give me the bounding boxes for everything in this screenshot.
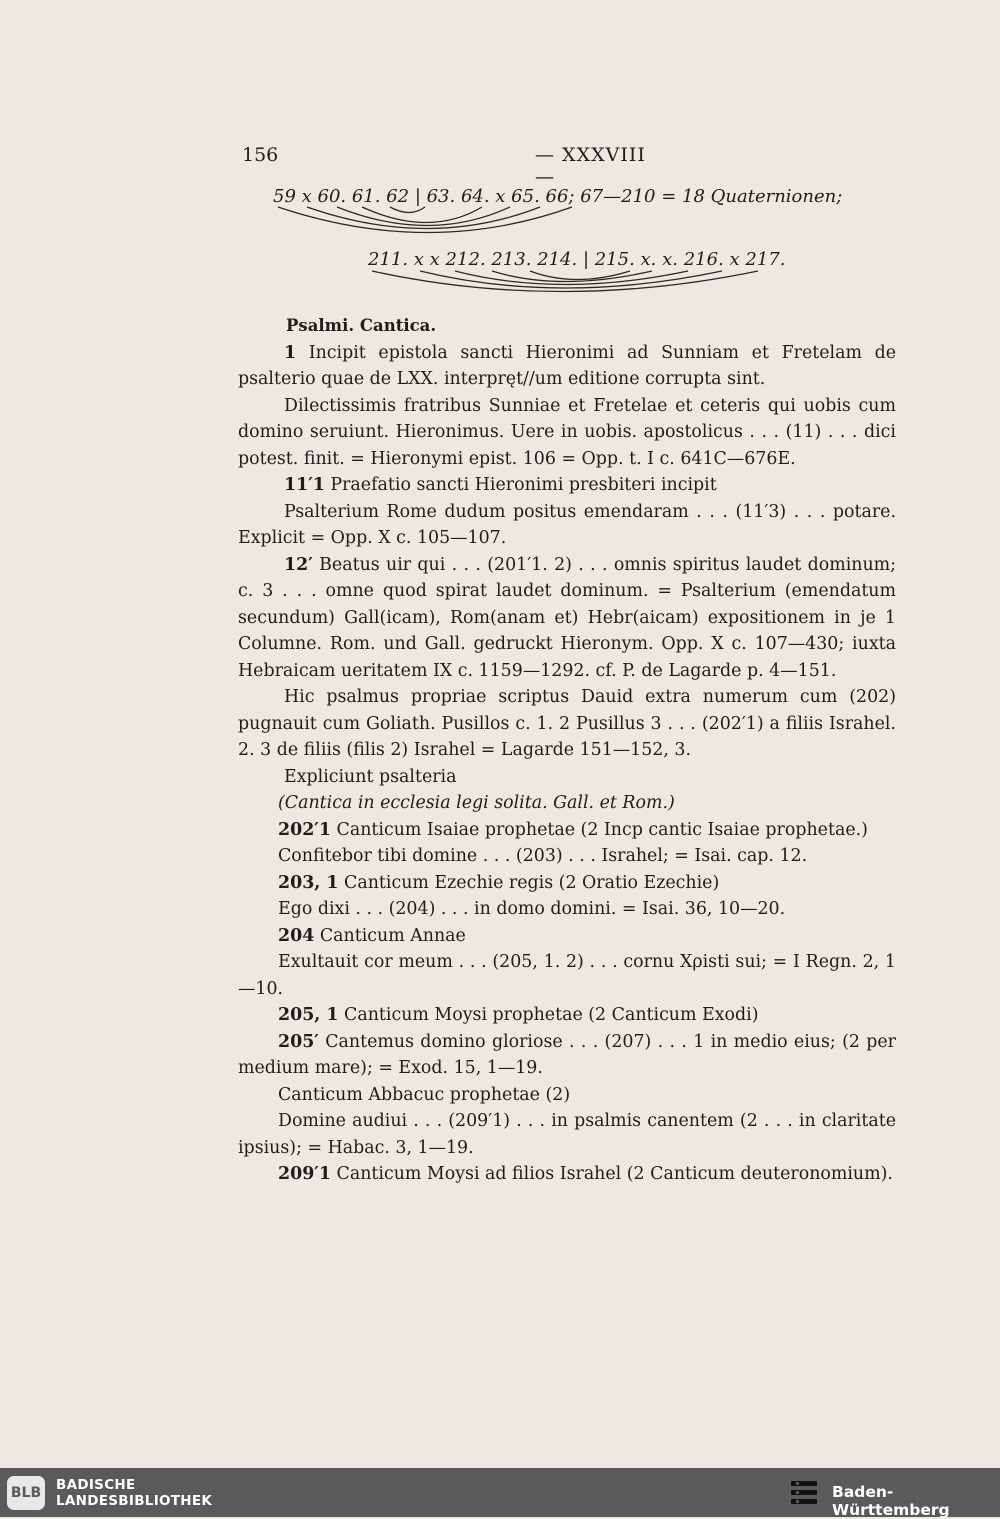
paragraph: Canticum Abbacuc prophetae (2) — [278, 1084, 571, 1105]
entry-number: 1 — [284, 342, 297, 363]
blb-logo-icon[interactable]: BLB — [7, 1476, 45, 1510]
quire-binding-arcs — [0, 0, 1000, 310]
page-number: 156 — [242, 144, 279, 166]
quire-formula-line-1: 59 x 60. 61. 62 | 63. 64. x 65. 66; 67—210 = 18 Quaternionen; — [273, 186, 843, 207]
paragraph: Exultauit cor meum . . . (205, 1. 2) . . . cornu Xρisti sui; = I Regn. 2, 1—10. — [238, 952, 896, 999]
paragraph: Dilectissimis fratribus Sunniae et Fretelae et ceteris qui uobis cum domino seruiunt. Hieronimus. Uere in uobis. apostolicus . . . (11) . . . dici potest. finit. = Hieronymi epist. 106 = Opp. t. I c. 641C—676E. — [238, 395, 896, 469]
state-name[interactable]: Baden-Württemberg — [832, 1483, 950, 1519]
quire-formula-line-2: 211. x x 212. 213. 214. | 215. x. x. 216. x 217. — [368, 249, 786, 270]
paragraph: 205, 1 Canticum Moysi prophetae (2 Canticum Exodi) — [278, 1005, 759, 1025]
binding-arc — [390, 207, 425, 213]
entry-number: 11′1 — [284, 475, 325, 495]
entry-number: 202′1 — [278, 819, 331, 840]
paragraph: 205′ Cantemus domino gloriose . . . (207) . . . 1 in medio eius; (2 per medium mare); = Exod. 15, 1—19. — [238, 1031, 896, 1078]
entry-number: 209′1 — [278, 1164, 331, 1184]
coat-of-arms-icon — [788, 1477, 820, 1509]
footer-bar — [0, 1468, 1000, 1517]
paragraph: Confitebor tibi domine . . . (203) . . . Israhel; = Isai. cap. 12. — [278, 846, 808, 866]
paragraph: Hic psalmus propriae scriptus Dauid extra numerum cum (202) pugnauit cum Goliath. Pusillos c. 1. 2 Pusillus 3 . . . (202′1) a filiis Israhel. 2. 3 de filiis (filis 2) Israhel = Lagarde 151—152, 3. — [238, 687, 896, 760]
paragraph: 204 Canticum Annae — [278, 925, 466, 946]
paragraph: Ego dixi . . . (204) . . . in domo domini. = Isai. 36, 10—20. — [278, 899, 786, 919]
paragraph: 209′1 Canticum Moysi ad filios Israhel (2 Canticum deuteronomium). — [278, 1164, 893, 1184]
paragraph: 203, 1 Canticum Ezechie regis (2 Oratio Ezechie) — [278, 872, 720, 893]
document-body — [238, 313, 896, 1188]
entry-number: 205, 1 — [278, 1005, 339, 1025]
section-heading: Psalmi. Cantica. — [286, 316, 437, 335]
paragraph: Psalterium Rome dudum positus emendaram . . . (11′3) . . . potare. Explicit = Opp. X c. 105—107. — [238, 501, 896, 548]
running-head: — XXXVIII — — [535, 144, 646, 188]
entry-number: 203, 1 — [278, 872, 339, 893]
entry-number: 204 — [278, 925, 315, 946]
paragraph: Domine audiui . . . (209′1) . . . in psalmis canentem (2 . . . in claritate ipsius); = Habac. 3, 1—19. — [238, 1111, 896, 1158]
paragraph: 11′1 Praefatio sancti Hieronimi presbiteri incipit — [284, 475, 717, 495]
paragraph: 12′ Beatus uir qui . . . (201′1. 2) . . . omnis spiritus laudet dominum; c. 3 . . . omne quod spirat laudet dominum. = Psalterium (emendatum secundum) Gall(icam), Rom(anam et) Hebr(aicam) expositionem in je 1 Columne. Rom. und Gall. gedruckt Hieronym. Opp. X c. 107—430; iuxta Hebraicam ueritatem IX c. 1159—1292. cf. P. de Lagarde p. 4—151. — [238, 554, 897, 681]
paragraph: 1 Incipit epistola sancti Hieronimi ad Sunniam et Fretelam de psalterio quae de LXX. interpręt//um editione corrupta sint. — [238, 342, 896, 389]
entry-number: 12′ — [284, 554, 313, 575]
entry-number: 205′ — [278, 1031, 319, 1052]
paragraph: Expliciunt psalteria — [284, 766, 457, 787]
paragraph: (Cantica in ecclesia legi solita. Gall. et Rom.) — [278, 793, 675, 813]
library-name[interactable]: BADISCHE LANDESBIBLIOTHEK — [56, 1477, 213, 1509]
paragraph: 202′1 Canticum Isaiae prophetae (2 Incp cantic Isaiae prophetae.) — [278, 819, 868, 840]
